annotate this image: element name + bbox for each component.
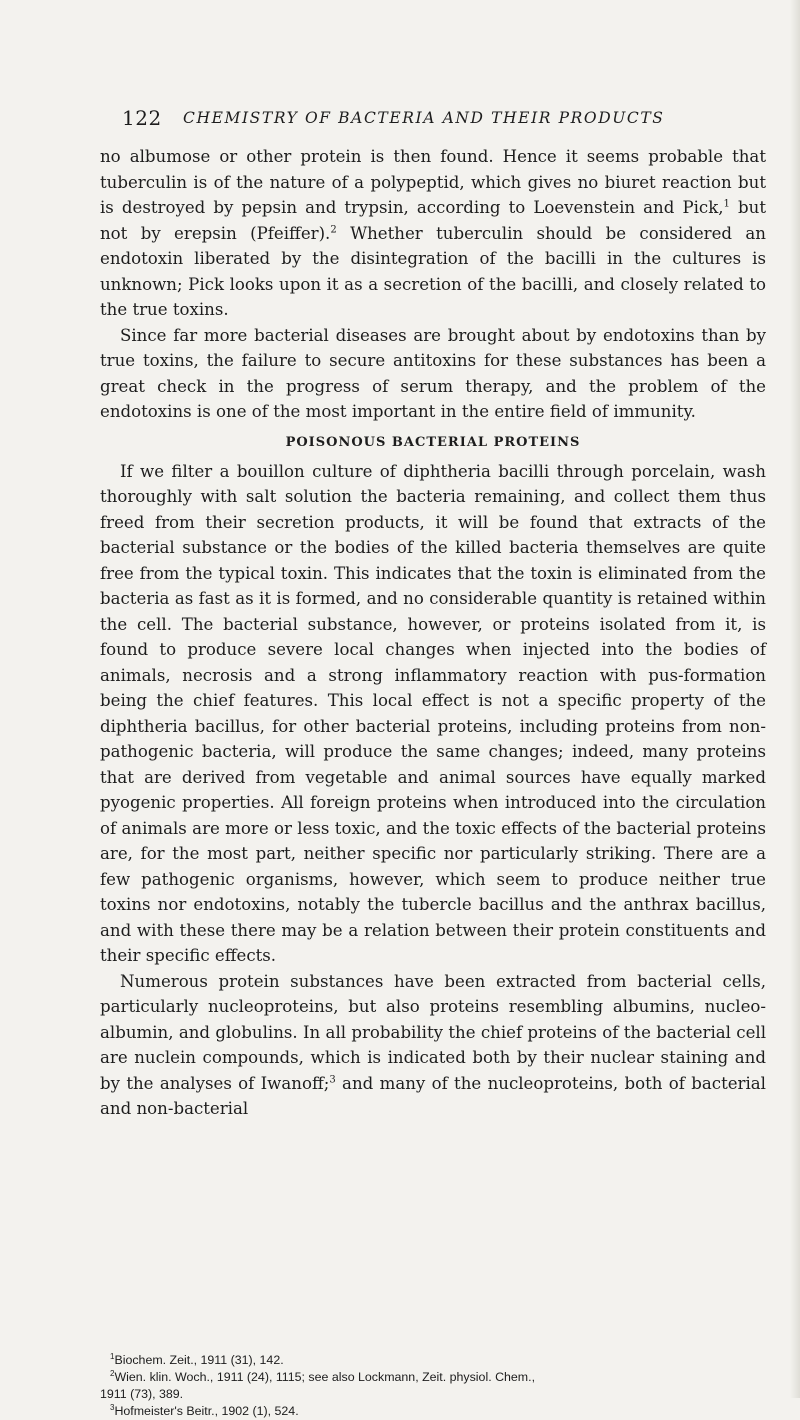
running-title: CHEMISTRY OF BACTERIA AND THEIR PRODUCTS [183, 109, 665, 127]
paragraph-diphtheria: If we filter a bouillon culture of diphtheria bacilli through porcelain, wash thoroughly with salt solution the bacteria remaining, and collect them thus freed from their secretion products, it will be found that extracts of the bacterial substance or the bodies of the killed bacteria themselves are quite free from the typical toxin. This indicates that the toxin is eliminated from the bacteria as fast as it is formed, and no considerable quantity is retained within the cell. The bacterial substance, however, or proteins isolated from it, is found to produce severe local changes when injected into the bodies of animals, necrosis and a strong inflammatory reaction with pus-formation being the chief features. This local effect is not a specific property of the diphtheria bacillus, for other bacterial proteins, including proteins from non-pathogenic bacteria, will produce the same changes; indeed, many proteins that are derived from vegetable and animal sources have equally marked pyogenic properties. All foreign proteins when introduced into the circulation of animals are more or less toxic, and the toxic effects of the bacterial proteins are, for the most part, neither specific nor particularly striking. There are a few pathogenic organisms, however, which seem to produce neither true toxins nor endotoxins, notably the tubercle bacillus and the anthrax bacillus, and with these there may be a relation between their protein constituents and their specific effects. [100, 461, 766, 965]
footnote-text: Wien. klin. Woch., 1911 (24), 1115; see also Lockmann, Zeit. physiol. Chem., [114, 1370, 536, 1384]
paragraph-tuberculin: no albumose or other protein is then found. Hence it seems probable that tuberculin is of the nature of a polypeptid, which gives no biuret reaction but is destroyed by pepsin and trypsin, according to Loevenstein and Pick,$^1$ but not by erepsin (Pfeiffer).$^2$ Whether tuberculin should be considered an endotoxin liberated by the disintegration of the bacilli in the cultures is unknown; Pick looks upon it as a secretion of the bacilli, and closely related to the true toxins. [100, 147, 766, 319]
page-number: 122 [122, 106, 162, 130]
body-text [100, 144, 766, 1122]
footnote-1 [110, 1352, 770, 1369]
footnote-text: Biochem. Zeit., 1911 (31), 142. [114, 1353, 284, 1367]
footnote-continuation: 1911 (73), 389. [100, 1387, 184, 1401]
footnote-3 [110, 1403, 770, 1420]
footnotes [100, 1351, 770, 1420]
footnote-mark: 2 [110, 1368, 115, 1378]
page-edge-shadow [790, 0, 800, 1398]
page-header [122, 103, 742, 133]
paragraph-protein-substances: Numerous protein substances have been extracted from bacterial cells, particularly nucleoproteins, but also proteins resembling albumins, nucleo-albumin, and globulins. In all probability the chief proteins of the bacterial cell are nuclein compounds, which is indicated both by their nuclear staining and by the analyses of Iwanoff;$^3$ and many of the nucleoproteins, both of bacterial and non-bacterial [100, 971, 766, 1118]
footnote-2 [110, 1369, 770, 1386]
section-heading: POISONOUS BACTERIAL PROTEINS [285, 434, 581, 450]
footnote-mark: 1 [110, 1351, 115, 1361]
footnote-mark: 3 [110, 1402, 115, 1412]
footnote-ref-3: 3 [329, 1073, 336, 1085]
paragraph-endotoxins: Since far more bacterial diseases are brought about by endotoxins than by true toxins, the failure to secure antitoxins for these substances has been a great check in the progress of serum therapy, and the problem of the endotoxins is one of the most important in the entire field of immunity. [100, 325, 766, 421]
footnote-ref-1: 1 [723, 198, 730, 210]
footnote-ref-2: 2 [330, 223, 337, 235]
footnote-text: Hofmeister's Beitr., 1902 (1), 524. [114, 1404, 299, 1418]
